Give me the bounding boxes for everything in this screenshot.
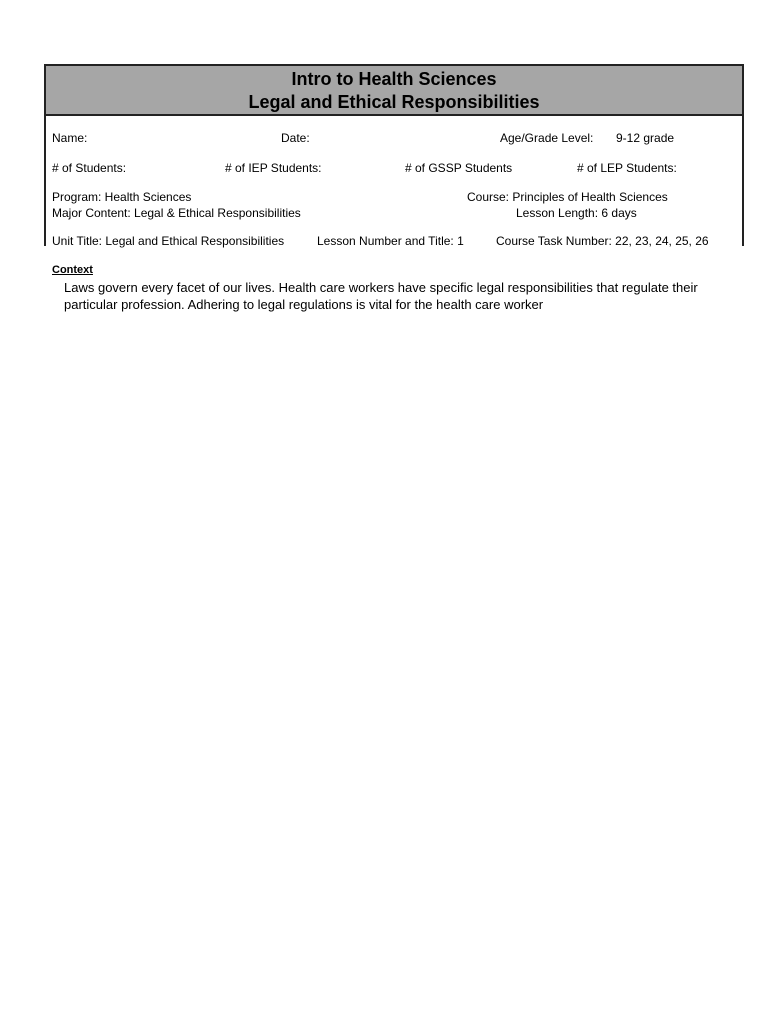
students-label: # of Students: xyxy=(52,161,127,175)
lesson-number-text: Lesson Number and Title: 1 xyxy=(317,234,464,248)
age-grade-value: 9-12 grade xyxy=(616,131,675,145)
context-heading: Context xyxy=(52,264,93,276)
title-band xyxy=(46,66,742,116)
name-label: Name: xyxy=(52,131,88,145)
major-content-text: Major Content: Legal & Ethical Responsibilities xyxy=(52,206,301,220)
document-subtitle: Legal and Ethical Responsibilities xyxy=(248,92,540,112)
gssp-students-label: # of GSSP Students xyxy=(405,161,513,175)
unit-title-text: Unit Title: Legal and Ethical Responsibilities xyxy=(52,234,285,248)
age-grade-label: Age/Grade Level: xyxy=(500,131,594,145)
lep-students-label: # of LEP Students: xyxy=(577,161,677,175)
document-title: Intro to Health Sciences xyxy=(291,69,497,89)
context-paragraph: Laws govern every facet of our lives. Health care workers have specific legal responsibilities that regulate their particular profession. Adhering to legal regulations is vital for the health care worker xyxy=(64,280,698,312)
program-text: Program: Health Sciences xyxy=(52,190,192,204)
course-task-number-text: Course Task Number: 22, 23, 24, 25, 26 xyxy=(496,234,709,248)
date-label: Date: xyxy=(281,131,310,145)
course-text: Course: Principles of Health Sciences xyxy=(467,190,668,204)
lesson-length-text: Lesson Length: 6 days xyxy=(516,206,637,220)
iep-students-label: # of IEP Students: xyxy=(225,161,322,175)
